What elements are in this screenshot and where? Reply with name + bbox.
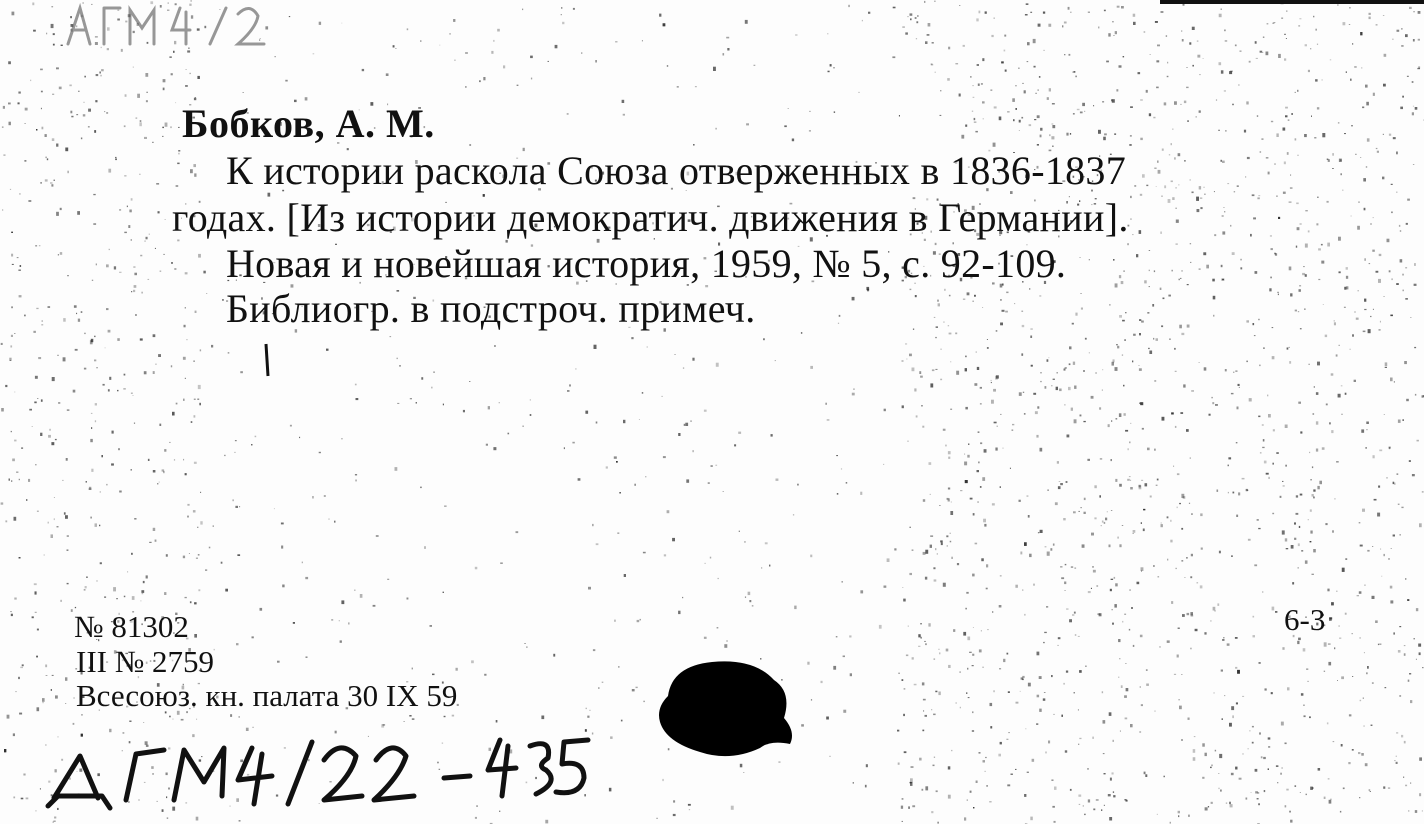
handwritten-call-number	[40, 720, 600, 820]
card-title-line-2: годах. [Из истории демократич. движения в Германии].	[172, 195, 1129, 240]
top-handwritten-code	[60, 0, 300, 50]
entry-number: № 81302	[74, 609, 189, 644]
punch-hole	[650, 652, 810, 762]
series-number: III № 2759	[76, 644, 215, 679]
ink-mark	[262, 342, 272, 378]
classification-code: 6-3	[1284, 602, 1326, 637]
card-bibliography-note: Библиогр. в подстроч. примеч.	[226, 286, 756, 331]
card-author: Бобков, А. М.	[182, 101, 435, 146]
card-edge-line	[1160, 0, 1424, 10]
publisher-line: Всесоюз. кн. палата 30 IX 59	[76, 678, 458, 713]
card-source-line: Новая и новейшая история, 1959, № 5, с. 92-109.	[226, 241, 1067, 286]
card-title-line-1: К истории раскола Союза отверженных в 1836-1837	[226, 148, 1127, 193]
